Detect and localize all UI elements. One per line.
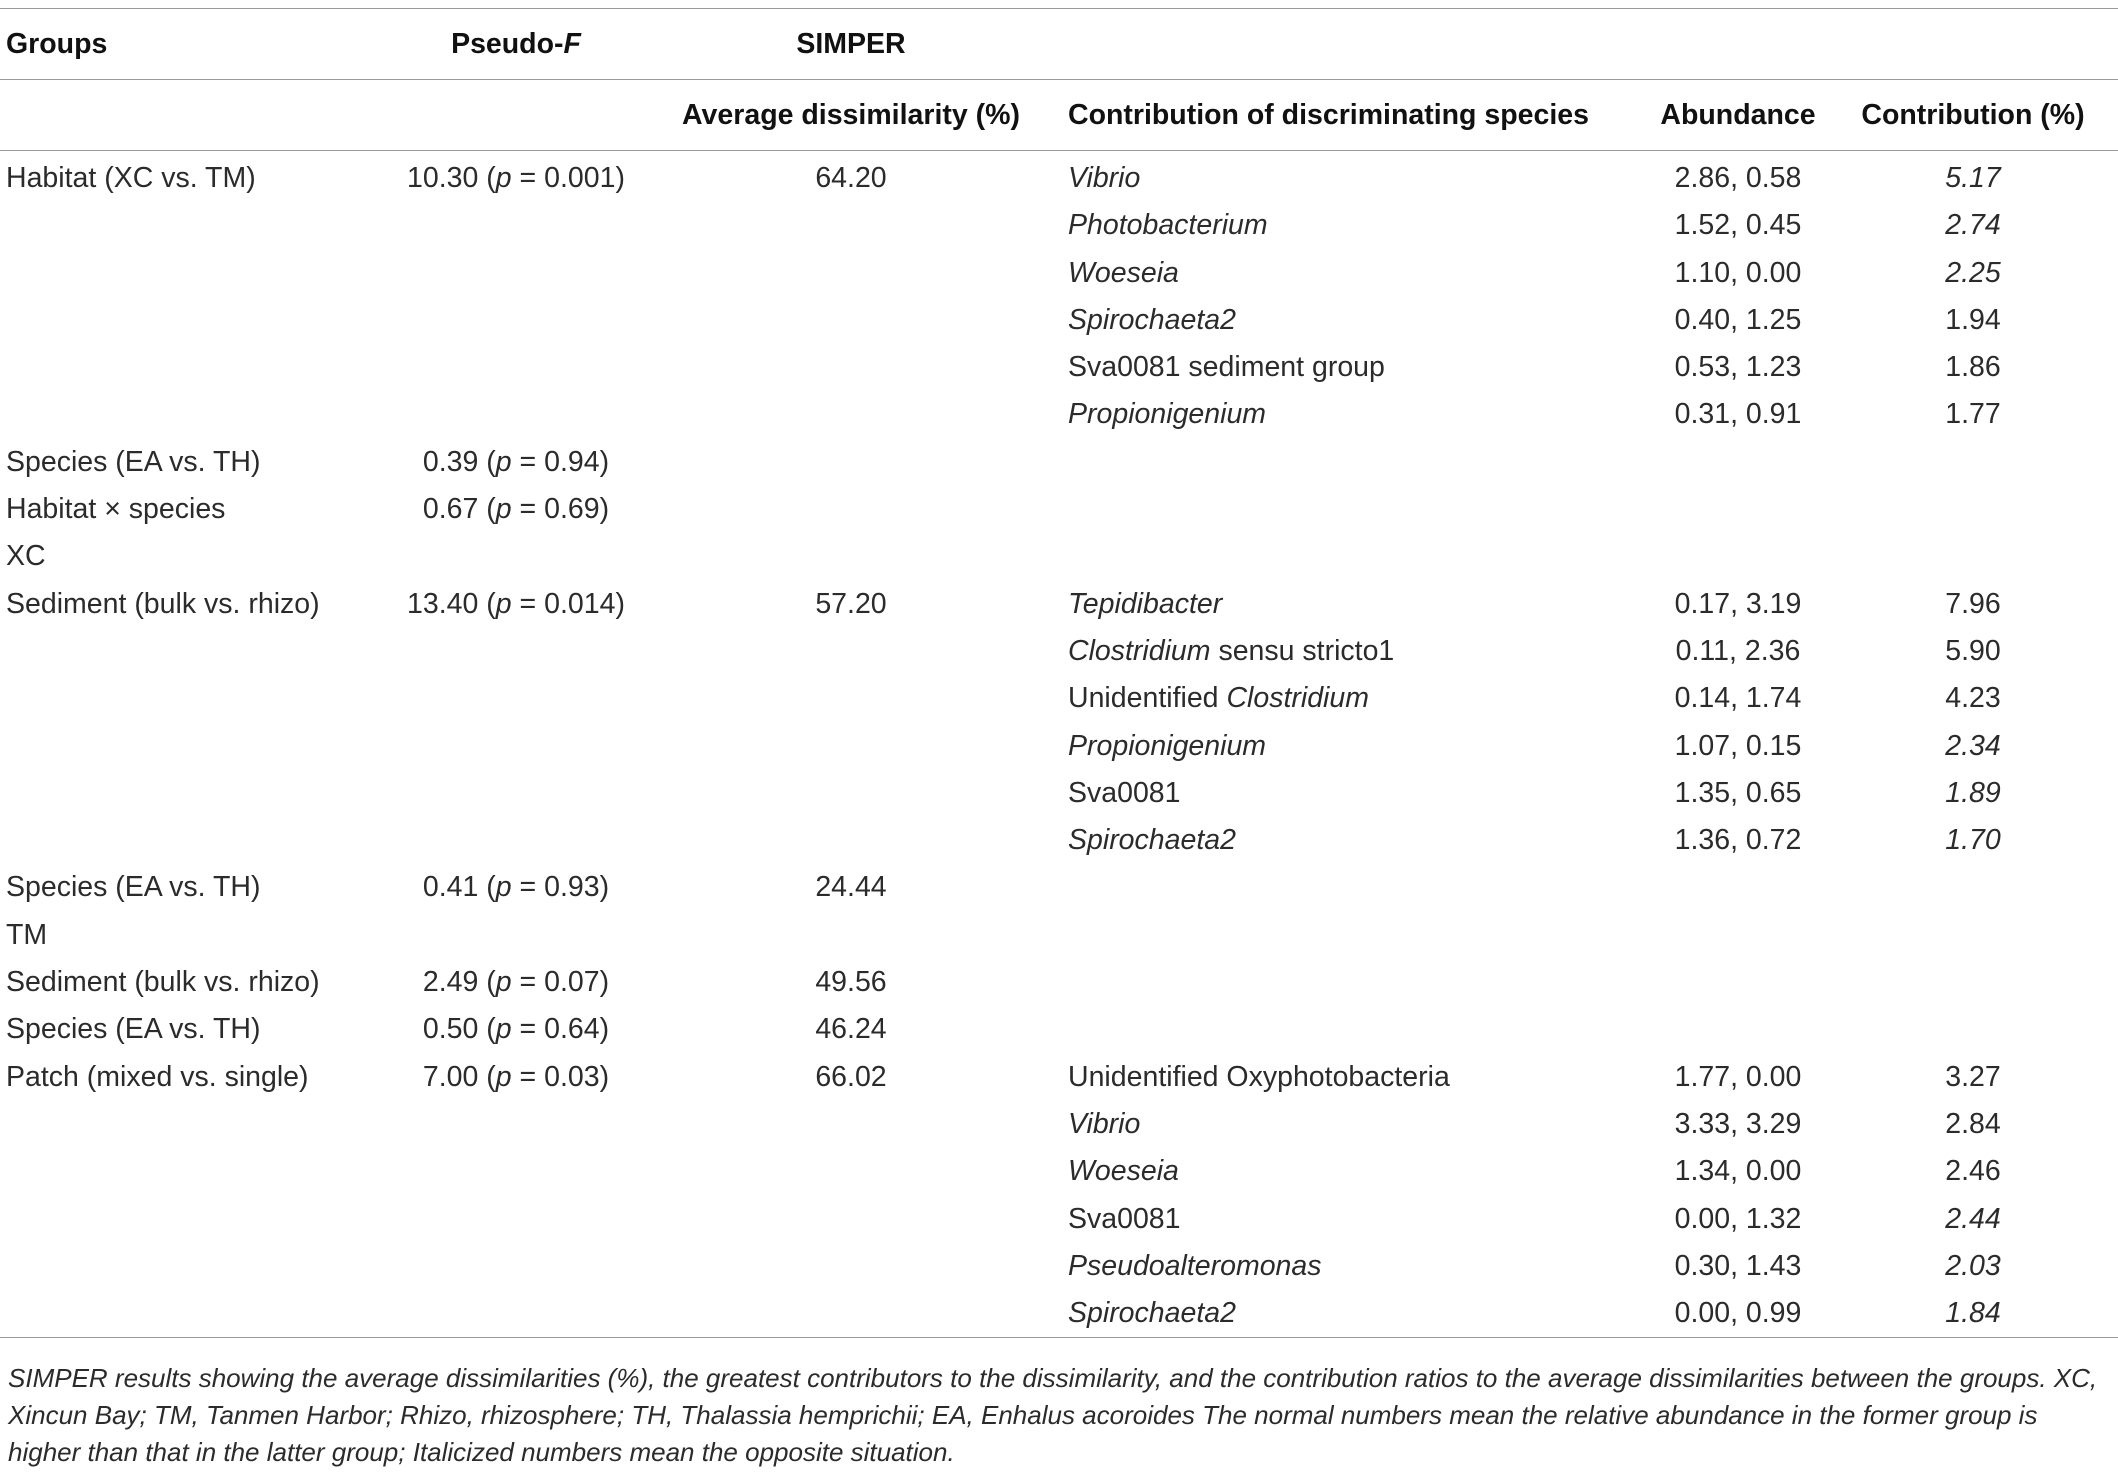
cell-group — [0, 723, 366, 770]
cell-contribution: 2.03 — [1945, 1249, 2001, 1282]
cell-contribution: 1.86 — [1945, 351, 2001, 384]
cell-pseudo-f — [366, 1290, 666, 1338]
cell-avg-dissimilarity — [666, 1148, 1036, 1195]
cell-pseudo-f — [366, 391, 666, 438]
cell-avg-dissimilarity: 24.44 — [815, 871, 887, 904]
cell-group: TM — [6, 918, 48, 951]
cell-avg-dissimilarity: 66.02 — [815, 1060, 887, 1093]
cell-avg-dissimilarity — [666, 202, 1036, 249]
cell-contribution: 5.90 — [1945, 634, 2001, 667]
table-row — [0, 151, 2118, 203]
cell-pseudo-f — [366, 1196, 666, 1243]
cell-abundance — [1648, 864, 1828, 911]
cell-avg-dissimilarity — [666, 391, 1036, 438]
table-row — [0, 912, 2118, 959]
cell-abundance — [1648, 439, 1828, 486]
cell-avg-dissimilarity — [666, 770, 1036, 817]
cell-group — [0, 1148, 366, 1195]
cell-species: Spirochaeta2 — [1068, 824, 1236, 857]
cell-pseudo-f — [366, 817, 666, 864]
cell-abundance: 1.77, 0.00 — [1674, 1060, 1802, 1093]
cell-pseudo-f: 2.49 (p = 0.07) — [422, 966, 610, 999]
cell-group — [0, 391, 366, 438]
cell-species: Woeseia — [1068, 256, 1179, 289]
cell-contribution — [1828, 959, 2118, 1006]
cell-contribution: 5.17 — [1945, 162, 2001, 194]
cell-pseudo-f — [366, 1148, 666, 1195]
cell-pseudo-f: 0.50 (p = 0.64) — [422, 1013, 610, 1046]
cell-contribution: 3.27 — [1945, 1060, 2001, 1093]
header-contribution-species: Contribution of discriminating species — [1036, 80, 1648, 151]
cell-group: Species (EA vs. TH) — [6, 1013, 261, 1046]
table-row — [0, 202, 2118, 249]
cell-pseudo-f — [366, 1243, 666, 1290]
cell-pseudo-f — [366, 202, 666, 249]
cell-abundance: 3.33, 3.29 — [1674, 1107, 1802, 1140]
cell-avg-dissimilarity — [666, 912, 1036, 959]
cell-contribution: 2.84 — [1945, 1107, 2001, 1140]
table-row — [0, 1101, 2118, 1148]
cell-avg-dissimilarity: 46.24 — [815, 1013, 887, 1046]
table-row — [0, 1006, 2118, 1053]
cell-contribution — [1828, 1006, 2118, 1053]
cell-abundance: 1.52, 0.45 — [1674, 209, 1802, 242]
table-caption: SIMPER results showing the average dissimilarities (%), the greatest contributors to the dissimilarity, and the contribution ratios to the average dissimilarities between the groups. XC, Xincun Bay; TM, Tanmen Harbor; Rhizo, rhizosphere; TH, Thalassia hemprichii; EA, Enhalus acoroides The normal numbers mean the relative abundance in the former group is higher than that in the latter group; Italicized numbers mean the opposite situation. — [8, 1363, 2098, 1467]
table-row — [0, 391, 2118, 438]
cell-species — [1036, 439, 1648, 486]
cell-species: Unidentified Oxyphotobacteria — [1068, 1060, 1450, 1093]
table-row — [0, 723, 2118, 770]
cell-contribution: 1.84 — [1828, 1290, 2118, 1338]
table-row — [0, 864, 2118, 911]
header-row-2 — [0, 80, 2118, 151]
cell-contribution: 7.96 — [1945, 587, 2001, 620]
cell-group — [0, 1196, 366, 1243]
cell-abundance: 0.53, 1.23 — [1674, 351, 1802, 384]
cell-contribution: 1.70 — [1945, 824, 2001, 857]
cell-group: Species (EA vs. TH) — [6, 445, 261, 478]
cell-abundance — [1648, 1006, 1828, 1053]
simper-table — [0, 8, 2118, 1338]
cell-pseudo-f: 7.00 (p = 0.03) — [422, 1060, 610, 1093]
cell-species — [1036, 959, 1648, 1006]
cell-avg-dissimilarity — [666, 723, 1036, 770]
cell-group — [0, 675, 366, 722]
cell-pseudo-f — [366, 297, 666, 344]
cell-group — [0, 1290, 366, 1338]
table-row — [0, 628, 2118, 675]
cell-species: Propionigenium — [1068, 398, 1267, 431]
cell-pseudo-f — [366, 912, 666, 959]
cell-species: Tepidibacter — [1068, 587, 1223, 620]
cell-contribution: 1.94 — [1945, 303, 2001, 336]
cell-contribution: 2.34 — [1945, 729, 2001, 762]
cell-contribution: 2.74 — [1945, 209, 2001, 242]
cell-pseudo-f — [366, 770, 666, 817]
cell-pseudo-f — [366, 533, 666, 580]
cell-abundance — [1648, 533, 1828, 580]
cell-species: Pseudoalteromonas — [1068, 1249, 1322, 1282]
cell-avg-dissimilarity — [666, 250, 1036, 297]
cell-pseudo-f: 10.30 (p = 0.001) — [407, 162, 625, 194]
cell-group — [0, 250, 366, 297]
cell-species — [1036, 486, 1648, 533]
cell-species: Spirochaeta2 — [1036, 1290, 1648, 1338]
cell-pseudo-f: 0.39 (p = 0.94) — [422, 445, 610, 478]
cell-pseudo-f: 13.40 (p = 0.014) — [407, 587, 625, 620]
table-row — [0, 959, 2118, 1006]
cell-species — [1036, 1006, 1648, 1053]
table-row — [0, 297, 2118, 344]
table-row — [0, 439, 2118, 486]
table-row — [0, 675, 2118, 722]
cell-contribution: 1.77 — [1945, 398, 2001, 431]
cell-avg-dissimilarity — [666, 1101, 1036, 1148]
cell-avg-dissimilarity — [666, 1243, 1036, 1290]
cell-contribution — [1828, 486, 2118, 533]
cell-avg-dissimilarity — [666, 817, 1036, 864]
table-row — [0, 533, 2118, 580]
header-simper: SIMPER — [666, 9, 1036, 80]
cell-pseudo-f — [366, 675, 666, 722]
cell-species — [1036, 864, 1648, 911]
header-groups: Groups — [0, 9, 366, 80]
table-row — [0, 1148, 2118, 1195]
cell-abundance: 1.35, 0.65 — [1674, 776, 1802, 809]
cell-pseudo-f: 0.41 (p = 0.93) — [422, 871, 610, 904]
cell-group: Sediment (bulk vs. rhizo) — [6, 587, 320, 620]
cell-abundance — [1648, 486, 1828, 533]
cell-species: Clostridium sensu stricto1 — [1068, 634, 1395, 667]
table-row — [0, 581, 2118, 628]
cell-avg-dissimilarity — [666, 1290, 1036, 1338]
cell-species: Sva0081 sediment group — [1068, 351, 1385, 384]
cell-group — [0, 770, 366, 817]
cell-group — [0, 817, 366, 864]
cell-species: Unidentified Clostridium — [1068, 682, 1369, 715]
cell-contribution — [1828, 533, 2118, 580]
cell-species: Photobacterium — [1068, 209, 1268, 242]
header-row-1 — [0, 9, 2118, 80]
cell-avg-dissimilarity: 64.20 — [815, 162, 887, 194]
cell-avg-dissimilarity — [666, 297, 1036, 344]
cell-pseudo-f — [366, 344, 666, 391]
cell-abundance: 2.86, 0.58 — [1674, 162, 1802, 194]
cell-avg-dissimilarity — [666, 533, 1036, 580]
cell-contribution: 2.46 — [1945, 1155, 2001, 1188]
cell-abundance: 1.07, 0.15 — [1674, 729, 1802, 762]
cell-avg-dissimilarity — [666, 1196, 1036, 1243]
cell-avg-dissimilarity — [666, 486, 1036, 533]
cell-abundance: 0.40, 1.25 — [1674, 303, 1802, 336]
cell-contribution: 4.23 — [1945, 682, 2001, 715]
table-row — [0, 344, 2118, 391]
cell-pseudo-f — [366, 628, 666, 675]
cell-abundance: 0.11, 2.36 — [1675, 634, 1801, 667]
cell-abundance: 0.31, 0.91 — [1674, 398, 1802, 431]
cell-species: Propionigenium — [1068, 729, 1267, 762]
cell-species: Vibrio — [1068, 162, 1141, 194]
cell-pseudo-f — [366, 250, 666, 297]
cell-species: Sva0081 — [1068, 1202, 1181, 1235]
table-row — [0, 1290, 2118, 1338]
cell-abundance: 1.36, 0.72 — [1674, 824, 1802, 857]
cell-group: Sediment (bulk vs. rhizo) — [6, 966, 320, 999]
cell-abundance: 0.00, 1.32 — [1674, 1202, 1802, 1235]
cell-group: Patch (mixed vs. single) — [6, 1060, 309, 1093]
cell-contribution: 2.44 — [1945, 1202, 2001, 1235]
cell-group — [0, 1101, 366, 1148]
cell-group — [0, 202, 366, 249]
cell-group — [0, 344, 366, 391]
cell-group: Species (EA vs. TH) — [6, 871, 261, 904]
cell-avg-dissimilarity — [666, 675, 1036, 722]
cell-species — [1036, 533, 1648, 580]
table-row — [0, 770, 2118, 817]
table-row — [0, 250, 2118, 297]
cell-contribution — [1828, 864, 2118, 911]
cell-group: Habitat × species — [6, 493, 226, 526]
cell-group: XC — [6, 540, 46, 573]
cell-avg-dissimilarity: 57.20 — [815, 587, 887, 620]
cell-group: Habitat (XC vs. TM) — [6, 162, 256, 194]
cell-abundance — [1648, 959, 1828, 1006]
cell-species: Spirochaeta2 — [1068, 303, 1236, 336]
cell-species: Vibrio — [1068, 1107, 1141, 1140]
cell-abundance: 1.10, 0.00 — [1674, 256, 1802, 289]
cell-group — [0, 1243, 366, 1290]
header-abundance: Abundance — [1648, 80, 1828, 151]
cell-abundance: 0.30, 1.43 — [1674, 1249, 1802, 1282]
table-row — [0, 486, 2118, 533]
cell-avg-dissimilarity — [666, 344, 1036, 391]
cell-contribution — [1828, 912, 2118, 959]
cell-species: Sva0081 — [1068, 776, 1181, 809]
table-body — [0, 151, 2118, 1338]
cell-abundance — [1648, 912, 1828, 959]
cell-abundance: 1.34, 0.00 — [1674, 1155, 1802, 1188]
cell-species — [1036, 912, 1648, 959]
header-contribution-pct: Contribution (%) — [1828, 80, 2118, 151]
cell-contribution: 2.25 — [1945, 256, 2001, 289]
cell-avg-dissimilarity — [666, 439, 1036, 486]
header-pseudo-f: Pseudo-F — [366, 9, 666, 80]
header-avg-dissimilarity: Average dissimilarity (%) — [666, 80, 1036, 151]
table-row — [0, 1054, 2118, 1101]
cell-pseudo-f — [366, 1101, 666, 1148]
cell-avg-dissimilarity — [666, 628, 1036, 675]
cell-contribution — [1828, 439, 2118, 486]
cell-group — [0, 628, 366, 675]
cell-group — [0, 297, 366, 344]
cell-abundance: 0.00, 0.99 — [1648, 1290, 1828, 1338]
cell-avg-dissimilarity: 49.56 — [815, 966, 887, 999]
cell-pseudo-f — [366, 723, 666, 770]
cell-pseudo-f: 0.67 (p = 0.69) — [422, 493, 610, 526]
table-row — [0, 1243, 2118, 1290]
table-row — [0, 817, 2118, 864]
cell-abundance: 0.14, 1.74 — [1674, 682, 1802, 715]
cell-species: Woeseia — [1068, 1155, 1179, 1188]
cell-contribution: 1.89 — [1945, 776, 2001, 809]
table-row — [0, 1196, 2118, 1243]
cell-abundance: 0.17, 3.19 — [1674, 587, 1802, 620]
